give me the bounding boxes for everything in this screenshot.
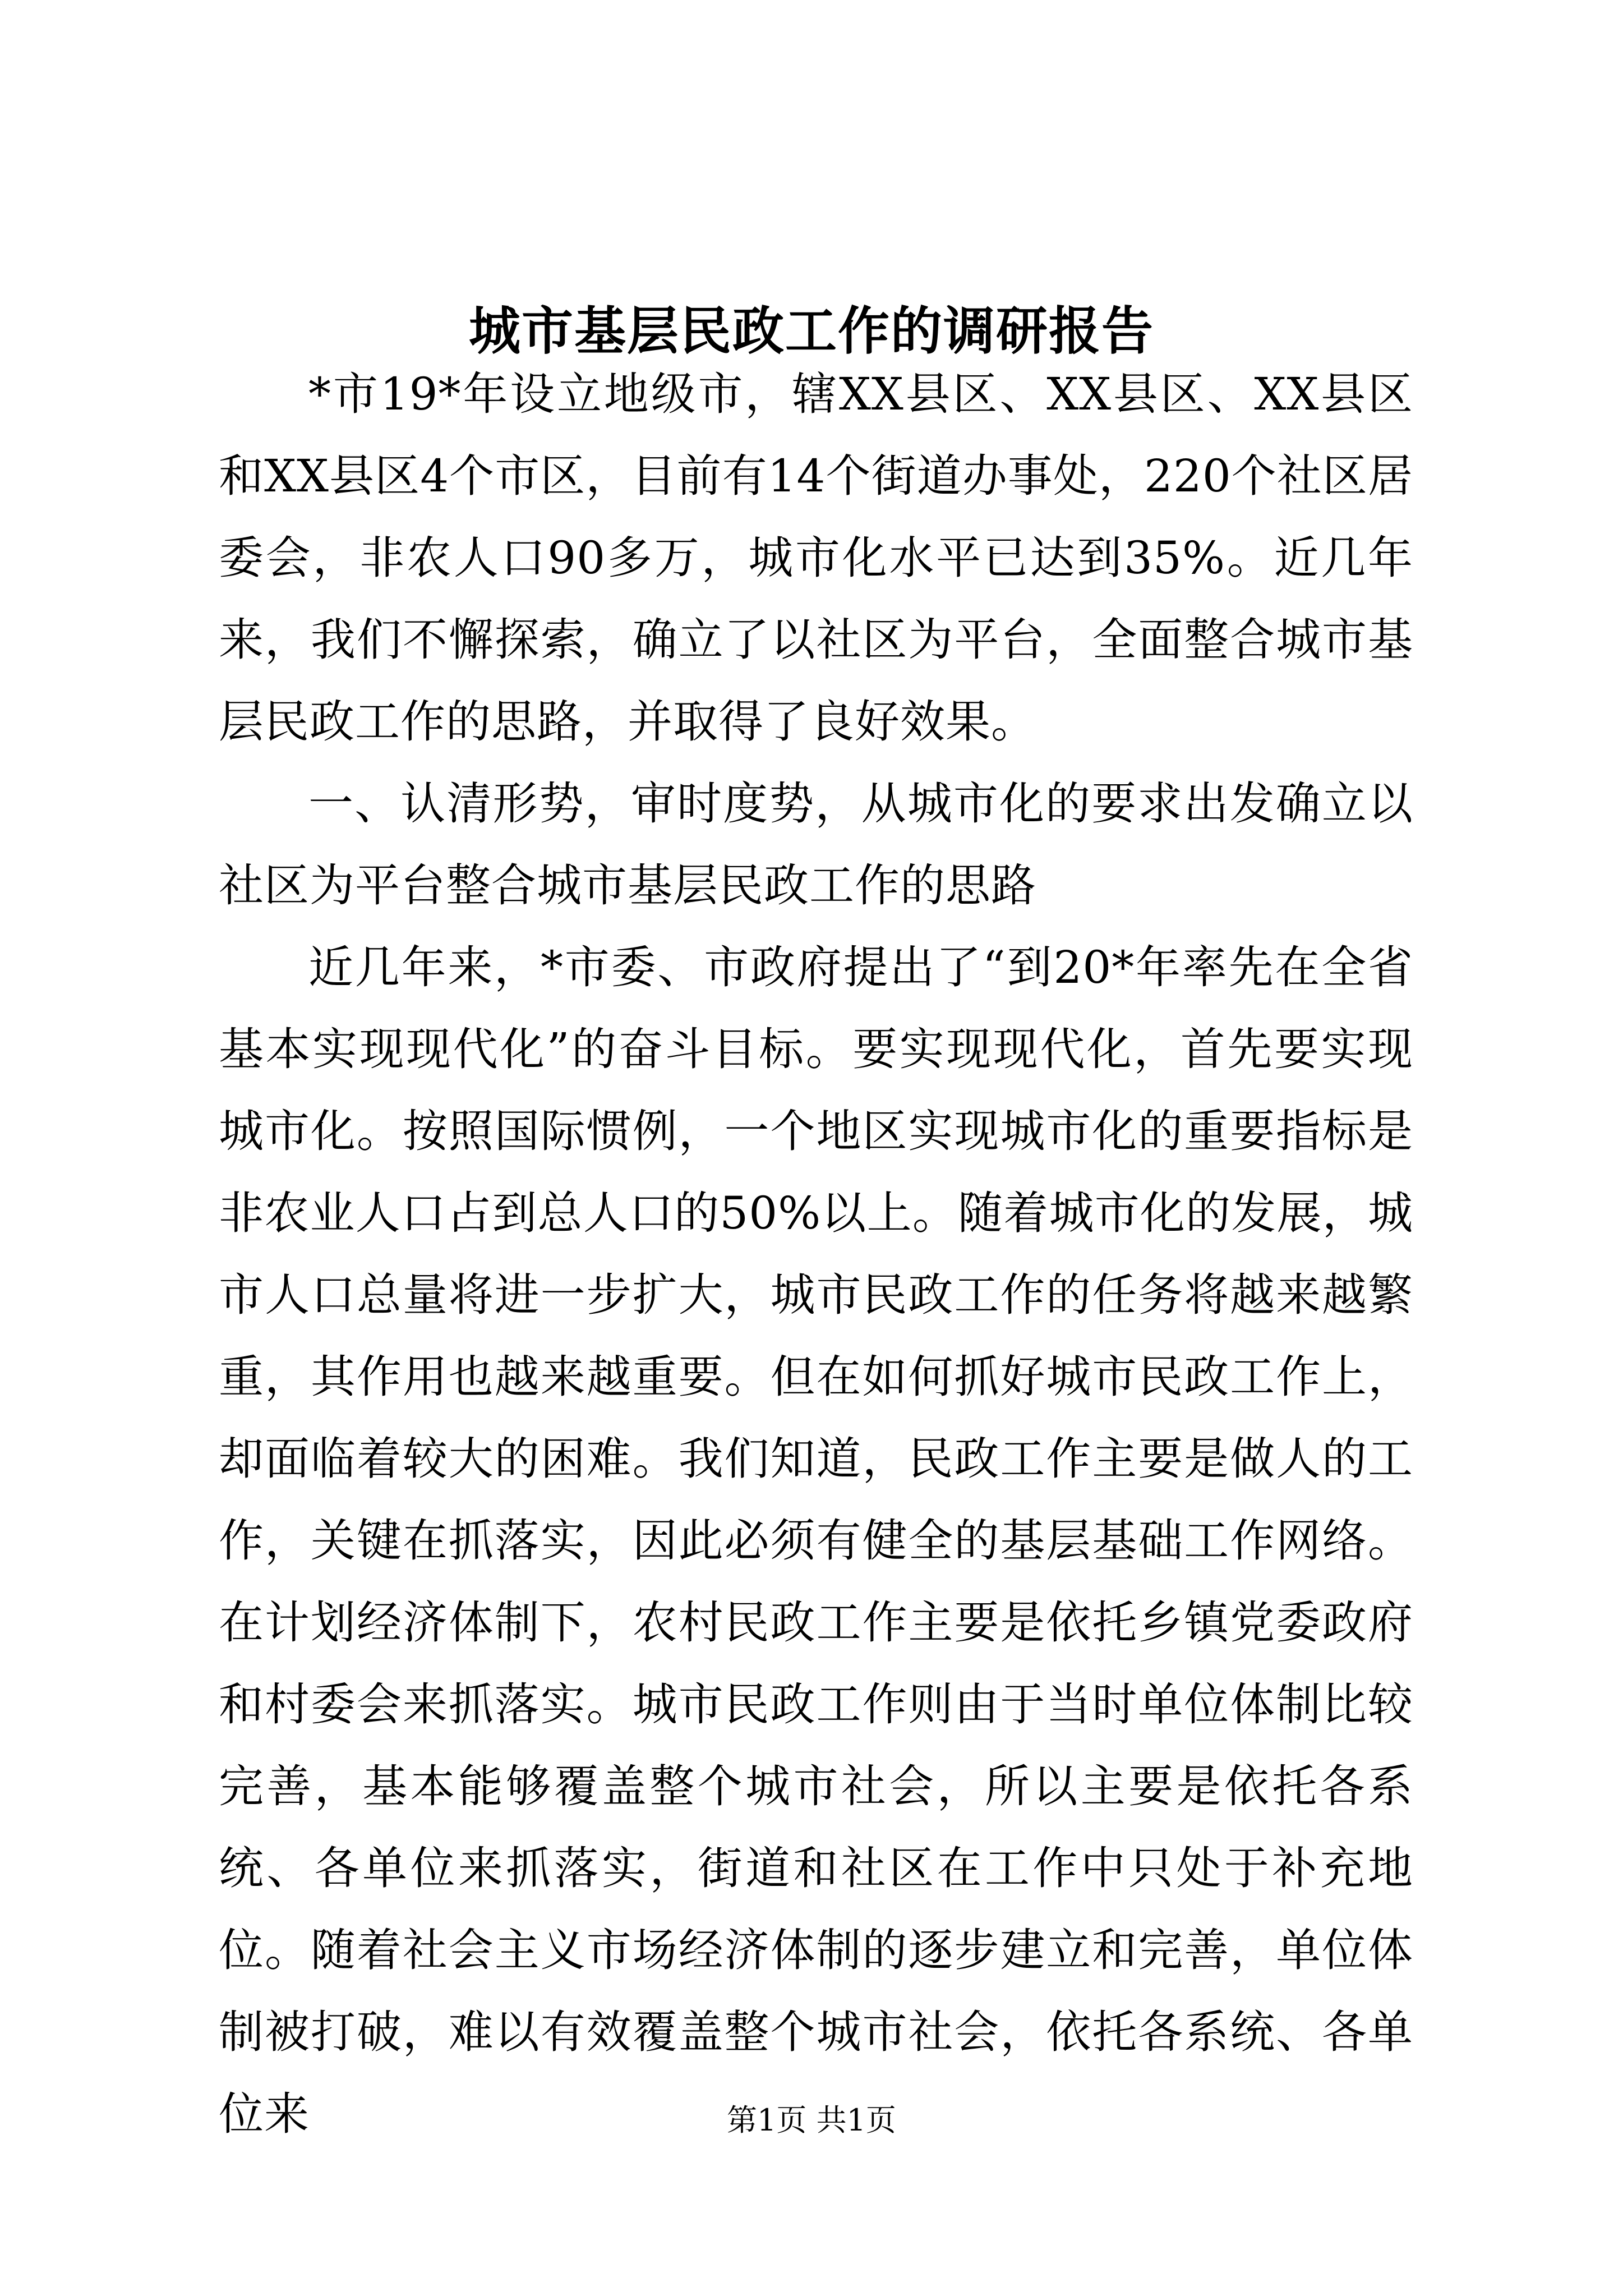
document-title: 城市基层民政工作的调研报告: [468, 301, 1154, 361]
paragraph-section-heading: 一、认清形势，审时度势，从城市化的要求出发确立以社区为平台整合城市基层民政工作的思路: [219, 777, 1413, 912]
paragraph-intro: *市19*年设立地级市，辖XX县区、XX县区、XX县区和XX县区4个市区，目前有14个街道办事处，220个社区居委会，非农人口90多万，城市化水平已达到35%。近几年来，我们不懈探索，确立了以社区为平台，全面整合城市基层民政工作的思路，并取得了良好效果。: [219, 368, 1413, 748]
document-body: [219, 353, 1413, 2155]
page-footer: 第1页 共1页: [727, 2102, 896, 2138]
paragraph-body: 近几年来，*市委、市政府提出了“到20*年率先在全省基本实现现代化”的奋斗目标。要实现现代化，首先要实现城市化。按照国际惯例，一个地区实现城市化的重要指标是非农业人口占到总人口的50%以上。随着城市化的发展，城市人口总量将进一步扩大，城市民政工作的任务将越来越繁重，其作用也越来越重要。但在如何抓好城市民政工作上，却面临着较大的困难。我们知道，民政工作主要是做人的工作，关键在抓落实，因此必须有健全的基层基础工作网络。在计划经济体制下，农村民政工作主要是依托乡镇党委政府和村委会来抓落实。城市民政工作则由于当时单位体制比较完善，基本能够覆盖整个城市社会，所以主要是依托各系统、各单位来抓落实，街道和社区在工作中只处于补充地位。随着社会主义市场经济体制的逐步建立和完善，单位体制被打破，难以有效覆盖整个城市社会，依托各系统、各单位来: [219, 941, 1413, 2140]
